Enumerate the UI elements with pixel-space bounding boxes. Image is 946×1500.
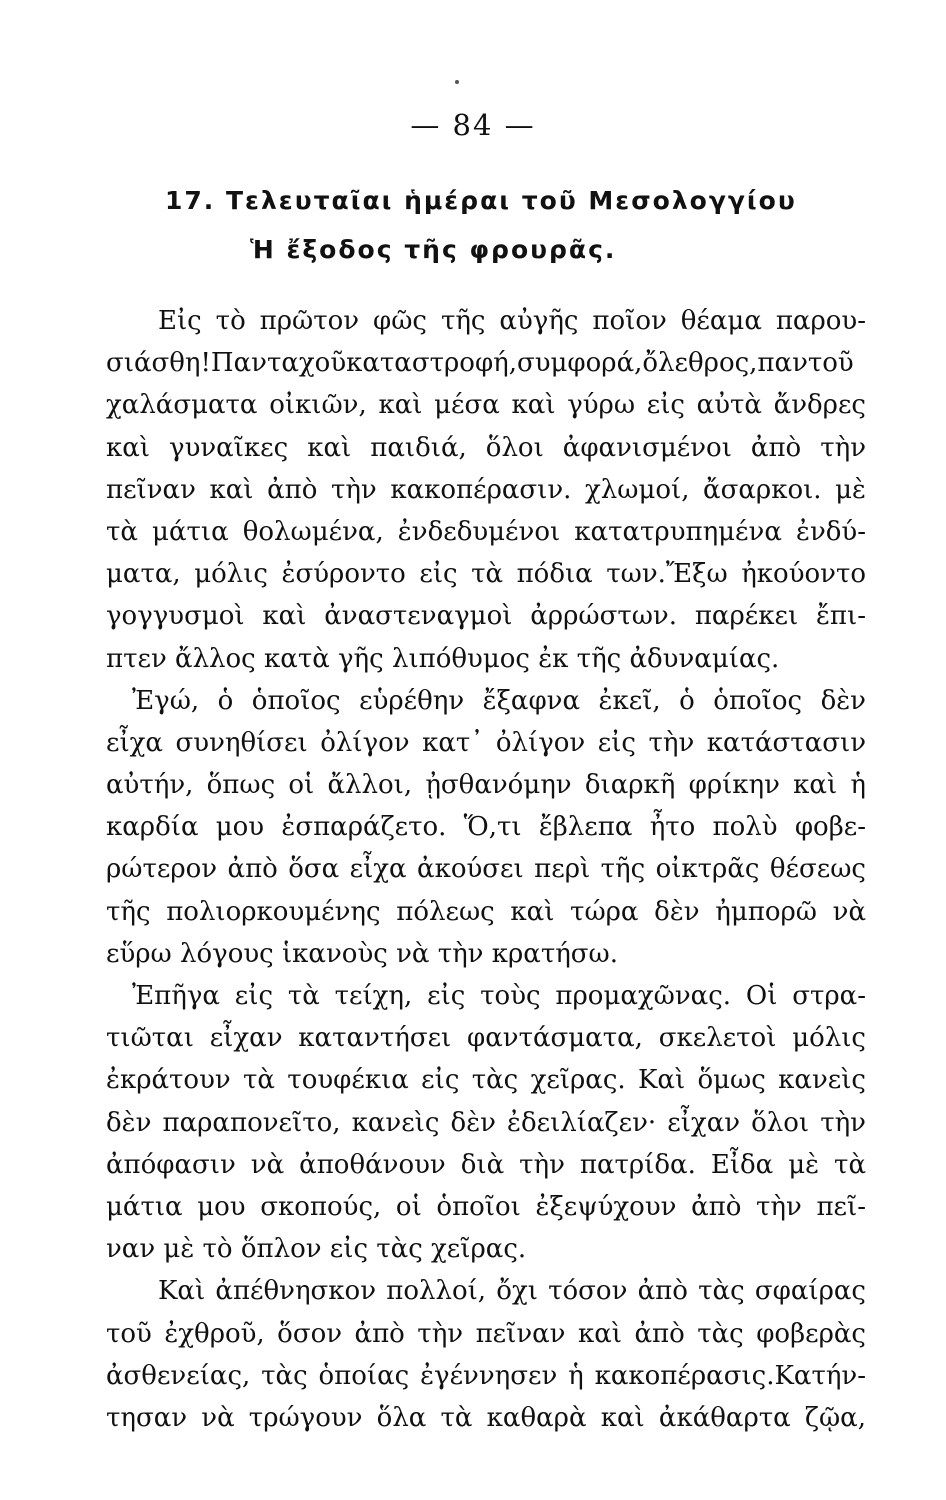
text-line: καρδία μου ἐσπαράζετο. Ὅ,τι ἔβλεπα ἦτο πολὺ φοβε- [106, 812, 866, 843]
text-line: πεῖναν καὶ ἀπὸ τὴν κακοπέρασιν. χλωμοί, ἄσαρκοι. μὲ [106, 474, 866, 505]
text-line: εἶχα συνηθίσει ὀλίγον κατ᾽ ὀλίγον εἰς τὴν κατάστασιν [106, 727, 866, 758]
text-line: γογγυσμοὶ καὶ ἀναστεναγμοὶ ἀρρώστων. παρέκει ἔπι- [106, 601, 866, 632]
text-line: εὕρω λόγους ἱκανοὺς νὰ τὴν κρατήσω. [106, 938, 619, 969]
text-line: χαλάσματα οἰκιῶν, καὶ μέσα καὶ γύρω εἰς αὐτὰ ἄνδρες [106, 390, 866, 421]
text-line: καὶ γυναῖκες καὶ παιδιά, ὅλοι ἀφανισμένοι ἀπὸ τὴν [106, 432, 866, 463]
text-line: ρώτερον ἀπὸ ὅσα εἶχα ἀκούσει περὶ τῆς οἰκτρᾶς θέσεως [106, 854, 866, 885]
text-line: τησαν νὰ τρώγουν ὅλα τὰ καθαρὰ καὶ ἀκάθαρτα ζῷα, [106, 1402, 866, 1433]
text-line: ἐκράτουν τὰ τουφέκια εἰς τὰς χεῖρας. Καὶ ὅμως κανεὶς [106, 1065, 866, 1096]
text-line: Εἰς τὸ πρῶτον φῶς τῆς αὐγῆς ποῖον θέαμα παρου- [158, 306, 866, 336]
text-line: ματα, μόλις ἐσύροντο εἰς τὰ πόδια των.Ἔξω ἠκούοντο [106, 559, 866, 590]
ink-speck [455, 80, 459, 84]
text-line: τῆς πολιορκουμένης πόλεως καὶ τώρα δὲν ἠμπορῶ νὰ [106, 896, 866, 927]
text-line: ἀπόφασιν νὰ ἀποθάνουν διὰ τὴν πατρίδα. Εἶδα μὲ τὰ [106, 1149, 866, 1180]
text-line: Καὶ ἀπέθνησκον πολλοί, ὄχι τόσον ἀπὸ τὰς σφαίρας [158, 1276, 866, 1307]
text-line: Ἐγώ, ὁ ὁποῖος εὑρέθην ἔξαφνα ἐκεῖ, ὁ ὁποῖος δὲν [132, 685, 866, 716]
text-line: μάτια μου σκοπούς, οἱ ὁποῖοι ἐξεψύχουν ἀπὸ τὴν πεῖ- [106, 1191, 866, 1222]
chapter-subtitle: Ἡ ἔξοδος τῆς φρουρᾶς. [250, 235, 617, 264]
text-line: ἀσθενείας, τὰς ὁποίας ἐγέννησεν ἡ κακοπέρασις.Κατήν- [106, 1360, 866, 1391]
body-text [106, 300, 866, 1439]
text-line: πτεν ἄλλος κατὰ γῆς λιπόθυμος ἐκ τῆς ἀδυναμίας. [106, 643, 780, 674]
text-line: δὲν παραπονεῖτο, κανεὶς δὲν ἐδειλίαζεν· εἶχαν ὅλοι τὴν [106, 1107, 866, 1138]
text-line: τοῦ ἐχθροῦ, ὅσον ἀπὸ τὴν πεῖναν καὶ ἀπὸ τὰς φοβερὰς [106, 1318, 866, 1349]
text-line: τὰ μάτια θολωμένα, ἐνδεδυμένοι κατατρυπημένα ἐνδύ- [106, 516, 866, 547]
text-line: ναν μὲ τὸ ὅπλον εἰς τὰς χεῖρας. [106, 1234, 527, 1265]
text-line: σιάσθη!Πανταχοῦκαταστροφή,συμφορά,ὄλεθρος,παντοῦ [106, 348, 854, 379]
text-line: αὐτήν, ὅπως οἱ ἄλλοι, ᾐσθανόμην διαρκῆ φρίκην καὶ ἡ [106, 770, 866, 801]
chapter-title: 17. Τελευταῖαι ἡμέραι τοῦ Μεσολογγίου [165, 186, 797, 215]
text-line: Ἐπῆγα εἰς τὰ τείχη, εἰς τοὺς προμαχῶνας. Οἱ στρα- [132, 981, 866, 1011]
text-line: τιῶται εἶχαν καταντήσει φαντάσματα, σκελετοὶ μόλις [106, 1023, 866, 1054]
page-number: — 84 — [410, 108, 536, 142]
